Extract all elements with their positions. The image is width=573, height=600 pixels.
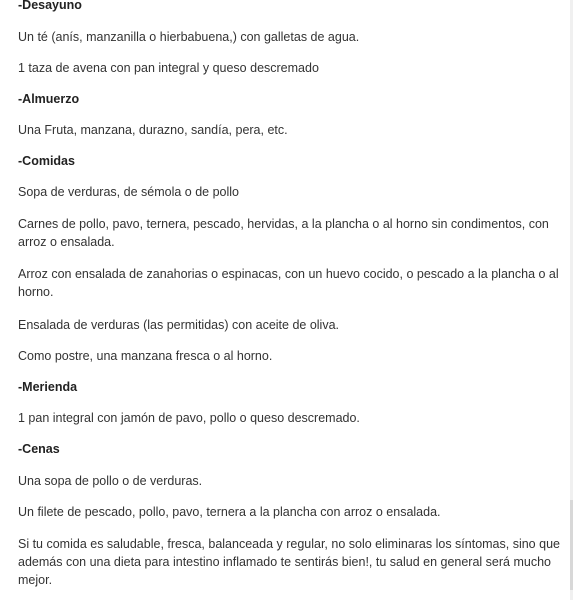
heading-cenas: -Cenas — [18, 442, 60, 456]
comidas-item-1: Sopa de verduras, de sémola o de pollo — [18, 185, 239, 199]
heading-desayuno: -Desayuno — [18, 0, 82, 12]
cenas-item-1: Una sopa de pollo o de verduras. — [18, 474, 203, 488]
conclusion-paragraph: Si tu comida es saludable, fresca, balanceada y regular, no solo eliminaras los síntomas, sino que además con una dieta para intestino inflamado te sentirás bien!, tu salud en general será mucho mejor. — [18, 537, 560, 587]
comidas-item-2: Carnes de pollo, pavo, ternera, pescado, hervidas, a la plancha o al horno sin condimentos, con arroz o ensalada. — [18, 217, 549, 249]
merienda-item-1: 1 pan integral con jamón de pavo, pollo o queso descremado. — [18, 411, 360, 425]
desayuno-item-1: Un té (anís, manzanilla o hierbabuena,) con galletas de agua. — [18, 30, 360, 44]
comidas-item-5: Como postre, una manzana fresca o al horno. — [18, 349, 273, 363]
heading-almuerzo: -Almuerzo — [18, 92, 80, 106]
almuerzo-item-1: Una Fruta, manzana, durazno, sandía, pera, etc. — [18, 123, 288, 137]
comidas-item-3: Arroz con ensalada de zanahorias o espinacas, con un huevo cocido, o pescado a la plancha o al horno. — [18, 267, 559, 299]
heading-merienda: -Merienda — [18, 380, 78, 394]
heading-comidas: -Comidas — [18, 154, 75, 168]
comidas-item-4: Ensalada de verduras (las permitidas) con aceite de oliva. — [18, 318, 340, 332]
cenas-item-2: Un filete de pescado, pollo, pavo, ternera a la plancha con arroz o ensalada. — [18, 505, 441, 519]
desayuno-item-2: 1 taza de avena con pan integral y queso descremado — [18, 61, 319, 75]
